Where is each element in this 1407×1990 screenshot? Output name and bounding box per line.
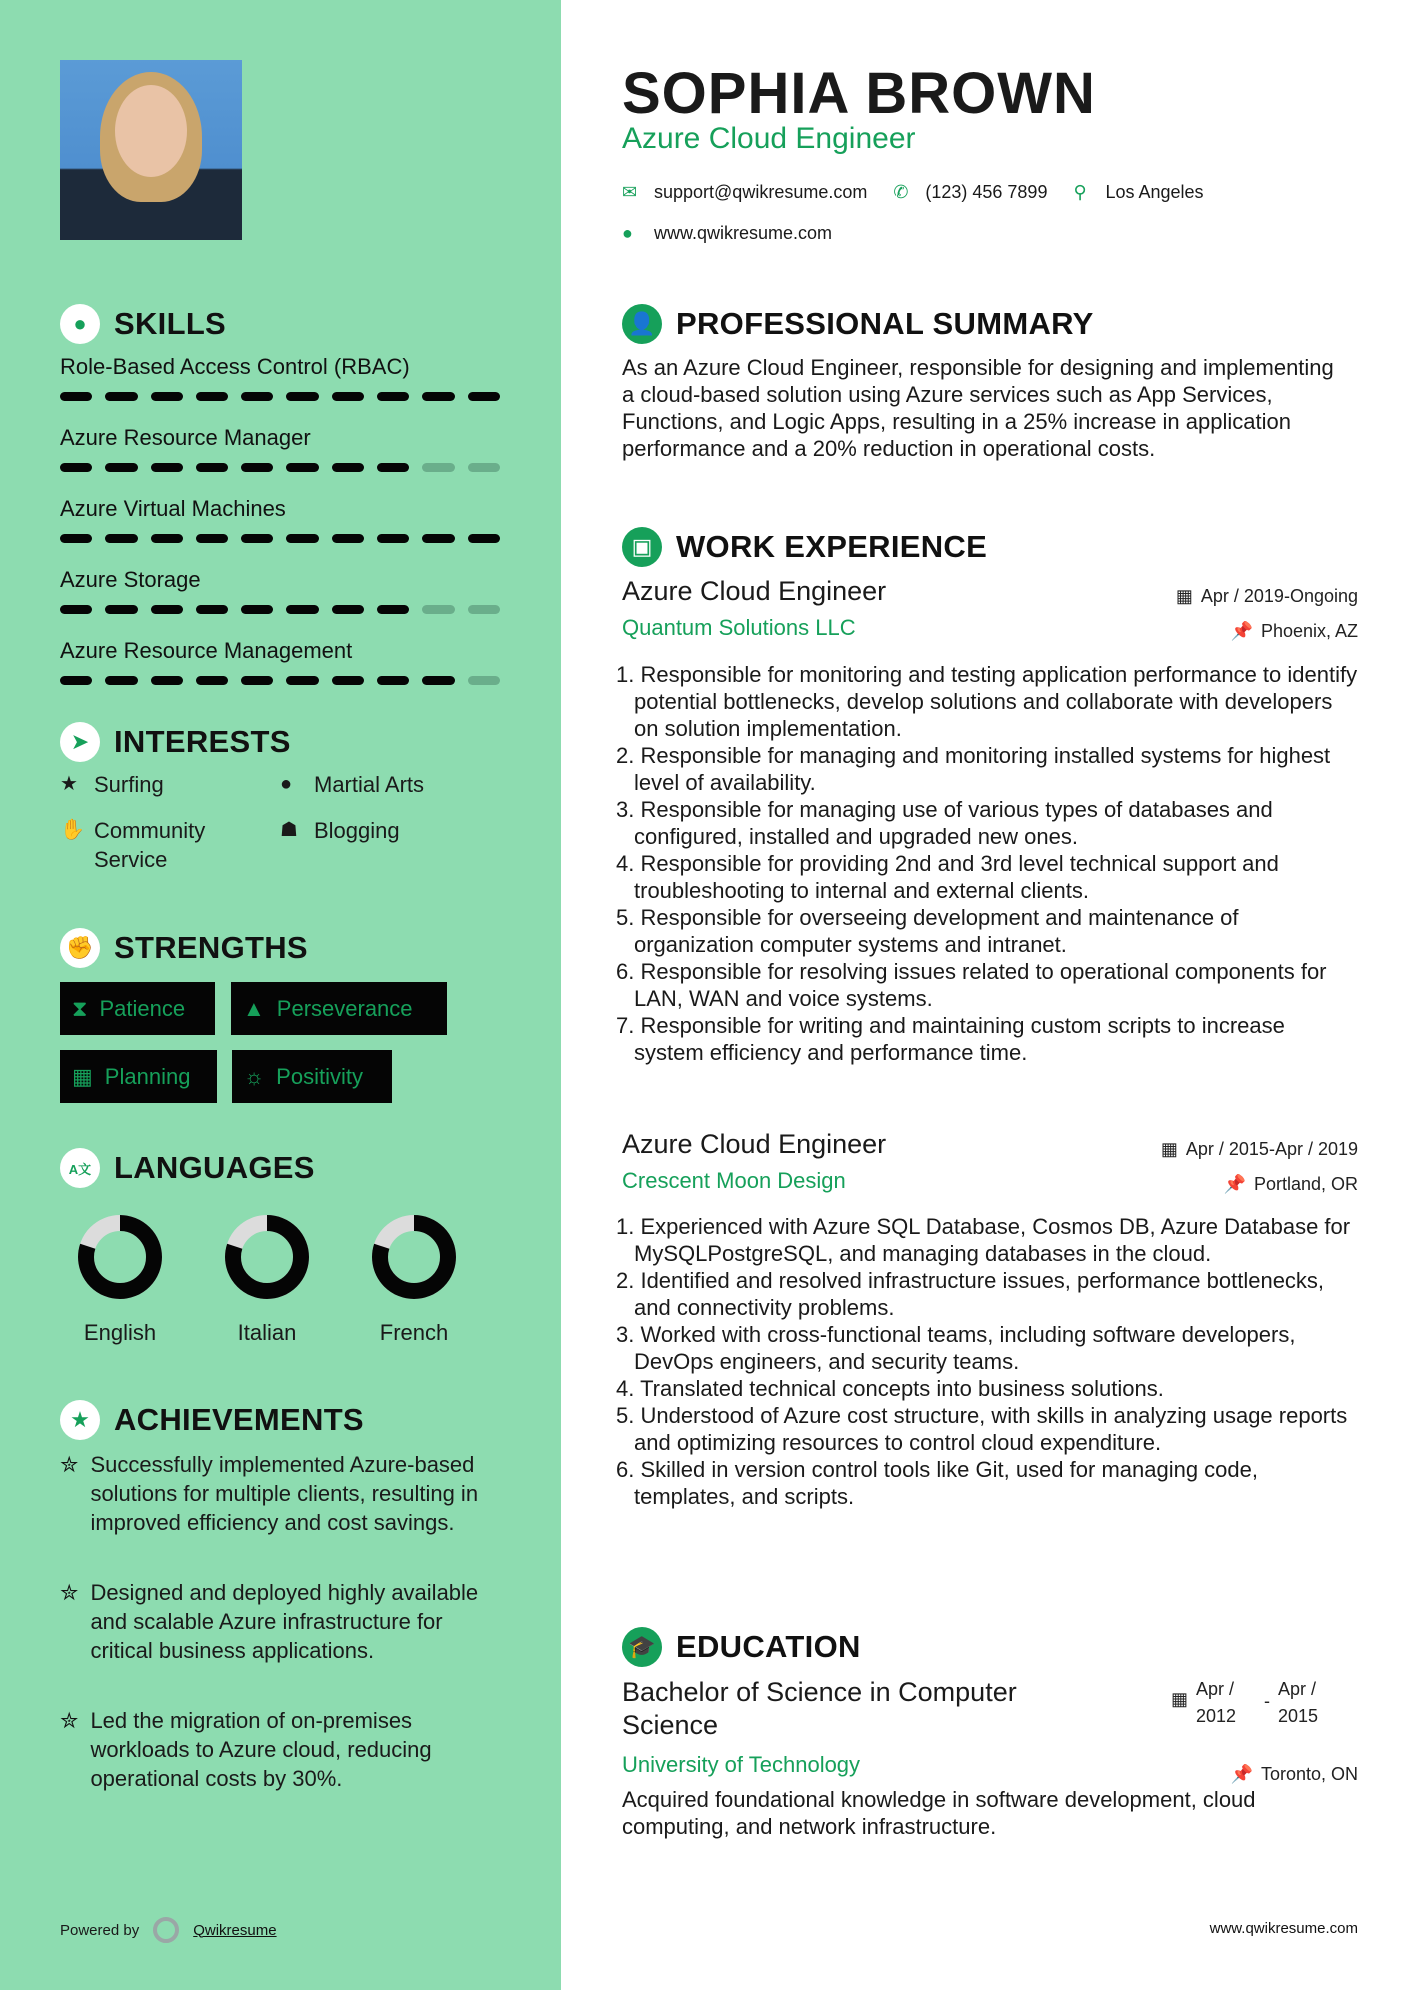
skill-name: Azure Virtual Machines xyxy=(60,496,286,521)
skill-name: Azure Resource Manager xyxy=(60,425,311,450)
strength-chip: ▲ Perseverance xyxy=(231,982,447,1035)
skill-level-segment xyxy=(105,605,137,614)
sidebar xyxy=(0,0,561,1990)
education-location: 📌 Toronto, ON xyxy=(1230,1764,1358,1784)
job-bullet: 6. Responsible for resolving issues related to operational components for LAN, WAN and voice systems. xyxy=(616,959,1327,1011)
job-bullet: 3. Responsible for managing use of various types of databases and configured, installed and upgraded new ones. xyxy=(616,797,1273,849)
skill-level-segment xyxy=(151,392,183,401)
briefcase-icon: ▣ xyxy=(622,527,662,567)
star-badge-icon: ★ xyxy=(60,1400,100,1440)
strength-chip: ⧗ Patience xyxy=(60,982,215,1035)
skill-level-segment xyxy=(332,605,364,614)
language-label: French xyxy=(379,1320,449,1345)
skill-level-bar xyxy=(60,605,500,614)
job-bullet: 4. Responsible for providing 2nd and 3rd level technical support and troubleshooting to internal and external clients. xyxy=(616,851,1279,903)
job-dates: ▦ Apr / 2019-Ongoing xyxy=(1175,586,1358,606)
website-row xyxy=(622,223,1358,244)
lightbulb-icon: ● xyxy=(60,304,100,344)
summary-heading: 👤 PROFESSIONAL SUMMARY xyxy=(622,304,1358,344)
skill-level-segment xyxy=(60,605,92,614)
skill-level-segment xyxy=(241,676,273,685)
skill-level-segment xyxy=(332,676,364,685)
strength-chip: ▦ Planning xyxy=(60,1050,217,1103)
skill-level-segment xyxy=(332,463,364,472)
skill-level-segment xyxy=(332,392,364,401)
interest-item: ☗ Blogging xyxy=(280,818,400,843)
job-entry-company: Crescent Moon Design xyxy=(622,1168,846,1193)
job-dates: ▦ Apr / 2015-Apr / 2019 xyxy=(1160,1139,1358,1159)
interests-heading: ➤ INTERESTS xyxy=(60,722,291,762)
calendar-icon: ▦ xyxy=(72,1063,93,1089)
skill-level-segment xyxy=(468,463,500,472)
skill-level-segment xyxy=(241,392,273,401)
skill-level-segment xyxy=(196,676,228,685)
skill-level-segment xyxy=(60,676,92,685)
calendar-icon: ▦ xyxy=(1175,586,1193,606)
skill-level-bar xyxy=(60,463,500,472)
skill-level-segment xyxy=(286,534,318,543)
globe-icon: ● xyxy=(280,773,293,795)
job-bullets xyxy=(616,661,1358,1066)
phone-icon: ✆ xyxy=(893,182,909,202)
skill-level-segment xyxy=(151,605,183,614)
job-bullet: 1. Responsible for monitoring and testing application performance to identify potential bottlenecks, develop solutions and collaborate with developers on solution implementation. xyxy=(616,662,1358,741)
calendar-icon: ▦ xyxy=(1160,1139,1178,1159)
skill-level-segment xyxy=(60,392,92,401)
skills-heading: ● SKILLS xyxy=(60,304,226,344)
school: University of Technology xyxy=(622,1752,861,1777)
achievements-heading: ★ ACHIEVEMENTS xyxy=(60,1400,364,1440)
job-bullet: 7. Responsible for writing and maintaining custom scripts to increase system efficiency and performance time. xyxy=(616,1013,1285,1065)
skill-level-segment xyxy=(151,463,183,472)
skill-level-bar xyxy=(60,676,500,685)
job-entry-title: Azure Cloud Engineer xyxy=(622,576,887,606)
job-bullet: 2. Identified and resolved infrastructure issues, performance bottlenecks, and connectivity problems. xyxy=(616,1268,1325,1320)
job-bullet: 3. Worked with cross-functional teams, including software developers, DevOps engineers, and security teams. xyxy=(616,1322,1296,1374)
job-bullets xyxy=(616,1213,1358,1510)
skill-level-segment xyxy=(468,534,500,543)
skill-level-segment xyxy=(241,463,273,472)
job-entry xyxy=(616,576,1358,1116)
skill-level-segment xyxy=(241,605,273,614)
contact-row xyxy=(622,182,1358,203)
skill-level-segment xyxy=(196,534,228,543)
job-bullet: 4. Translated technical concepts into business solutions. xyxy=(616,1376,1164,1401)
skill-level-segment xyxy=(286,676,318,685)
job-bullet: 6. Skilled in version control tools like Git, used for managing code, templates, and scripts. xyxy=(616,1457,1258,1509)
skill-level-segment xyxy=(377,676,409,685)
skill-level-segment xyxy=(196,463,228,472)
summary-text: As an Azure Cloud Engineer, responsible for designing and implementing a cloud-based solution using Azure services such as App Services, Functions, and Logic Apps, resulting in a 25% increase in application performance and a 20% reduction in operational costs. xyxy=(622,355,1334,461)
skill-level-segment xyxy=(105,392,137,401)
powered-by: Powered by Qwikresume xyxy=(60,1917,277,1943)
hand-icon: ✋ xyxy=(60,819,85,841)
star-icon: ★ xyxy=(60,773,78,795)
skill-name: Azure Storage xyxy=(60,567,201,592)
skills-list xyxy=(60,354,500,709)
job-entry-company: Quantum Solutions LLC xyxy=(622,615,856,640)
education-heading: 🎓 EDUCATION xyxy=(622,1627,1358,1667)
skill-level-segment xyxy=(422,676,454,685)
job-location: 📌 Portland, OR xyxy=(1223,1174,1358,1194)
skill-name: Role-Based Access Control (RBAC) xyxy=(60,354,410,379)
skill-level-segment xyxy=(332,534,364,543)
skill-level-segment xyxy=(241,534,273,543)
skill-level-segment xyxy=(60,534,92,543)
education-entry xyxy=(622,1676,1358,1840)
job-bullet: 5. Responsible for overseeing development and maintenance of organization computer systems and intranet. xyxy=(616,905,1239,957)
paper-plane-icon: ➤ xyxy=(60,722,100,762)
languages-heading: A文 LANGUAGES xyxy=(60,1148,315,1188)
achievement-item: ✮ Successfully implemented Azure-based solutions for multiple clients, resulting in improved efficiency and cost savings. xyxy=(60,1452,479,1535)
strength-chip: ☼ Positivity xyxy=(232,1050,392,1103)
job-title: Azure Cloud Engineer xyxy=(622,122,916,155)
skill-level-segment xyxy=(422,534,454,543)
graduation-icon: 🎓 xyxy=(622,1627,662,1667)
users-icon: ☗ xyxy=(280,819,298,841)
skill-level-segment xyxy=(286,605,318,614)
skill-level-segment xyxy=(377,463,409,472)
envelope-icon: ✉ xyxy=(622,182,638,202)
footer-website-link[interactable]: www.qwikresume.com xyxy=(1209,1920,1358,1937)
globe-icon: ● xyxy=(622,223,633,243)
achievement-item: ✮ Designed and deployed highly available and scalable Azure infrastructure for critical business applications. xyxy=(60,1580,479,1663)
skill-level-segment xyxy=(105,534,137,543)
map-pin-icon: ⚲ xyxy=(1073,182,1087,202)
phone: (123) 456 7899 xyxy=(925,182,1048,202)
skill-level-segment xyxy=(196,605,228,614)
pin-icon: 📌 xyxy=(1230,621,1253,641)
sun-icon: ☼ xyxy=(244,1063,265,1089)
qwikresume-logo-icon xyxy=(153,1917,179,1943)
skill-level-segment xyxy=(468,676,500,685)
job-bullet: 5. Understood of Azure cost structure, with skills in analyzing usage reports and optimizing resources to control cloud expenditure. xyxy=(616,1403,1348,1455)
calendar-icon: ▦ xyxy=(1170,1689,1188,1709)
skill-level-segment xyxy=(422,392,454,401)
job-entry xyxy=(616,1129,1358,1509)
job-location: 📌 Phoenix, AZ xyxy=(1230,621,1358,641)
skill-level-segment xyxy=(151,676,183,685)
pin-icon: 📌 xyxy=(1223,1174,1246,1194)
skill-level-bar xyxy=(60,534,500,543)
hourglass-icon: ⧗ xyxy=(72,995,88,1021)
degree: Bachelor of Science in Computer Science xyxy=(622,1677,1017,1740)
star-icon: ✮ xyxy=(60,1708,79,1733)
skill-level-segment xyxy=(377,534,409,543)
user-icon: 👤 xyxy=(622,304,662,344)
skill-level-segment xyxy=(377,605,409,614)
skill-level-segment xyxy=(151,534,183,543)
interest-item: ✋ Community Service xyxy=(60,818,206,872)
job-entry-title: Azure Cloud Engineer xyxy=(622,1129,887,1159)
achievement-item: ✮ Led the migration of on-premises workloads to Azure cloud, reducing operational costs by 30%. xyxy=(60,1708,432,1791)
star-icon: ✮ xyxy=(60,1452,79,1477)
education-dates: ▦ Apr / 2012 - Apr / 2015 xyxy=(1170,1679,1319,1726)
star-icon: ✮ xyxy=(60,1580,79,1605)
language-donuts xyxy=(0,1200,561,1310)
email-link[interactable]: support@qwikresume.com xyxy=(654,182,868,202)
job-bullet: 2. Responsible for managing and monitoring installed systems for highest level of availability. xyxy=(616,743,1331,795)
skill-level-segment xyxy=(196,392,228,401)
skill-level-segment xyxy=(286,392,318,401)
fist-icon: ✊ xyxy=(60,928,100,968)
skill-level-segment xyxy=(105,463,137,472)
website-link[interactable]: www.qwikresume.com xyxy=(654,223,833,243)
interest-item: ● Martial Arts xyxy=(280,772,425,797)
qwikresume-link[interactable]: Qwikresume xyxy=(193,1921,277,1939)
skill-level-segment xyxy=(105,676,137,685)
skill-level-segment xyxy=(468,392,500,401)
language-icon: A文 xyxy=(60,1148,100,1188)
work-heading: ▣ WORK EXPERIENCE xyxy=(622,527,1358,567)
strengths-heading: ✊ STRENGTHS xyxy=(60,928,308,968)
skill-name: Azure Resource Management xyxy=(60,638,353,663)
candidate-name: SOPHIA BROWN xyxy=(622,61,1096,126)
pin-icon: 📌 xyxy=(1230,1764,1253,1784)
language-label: English xyxy=(83,1320,157,1345)
skill-level-segment xyxy=(377,392,409,401)
road-icon: ▲ xyxy=(243,995,265,1021)
profile-photo xyxy=(60,60,242,240)
interest-item: ★ Surfing xyxy=(60,772,164,797)
job-bullet: 1. Experienced with Azure SQL Database, Cosmos DB, Azure Database for MySQLPostgreSQL, and managing databases in the cloud. xyxy=(616,1214,1351,1266)
skill-level-segment xyxy=(422,605,454,614)
language-label: Italian xyxy=(237,1320,297,1345)
education-description: Acquired foundational knowledge in software development, cloud computing, and network infrastructure. xyxy=(622,1787,1256,1839)
skill-level-segment xyxy=(286,463,318,472)
skill-level-segment xyxy=(60,463,92,472)
location: Los Angeles xyxy=(1105,182,1204,202)
skill-level-segment xyxy=(422,463,454,472)
skill-level-segment xyxy=(468,605,500,614)
skill-level-bar xyxy=(60,392,500,401)
